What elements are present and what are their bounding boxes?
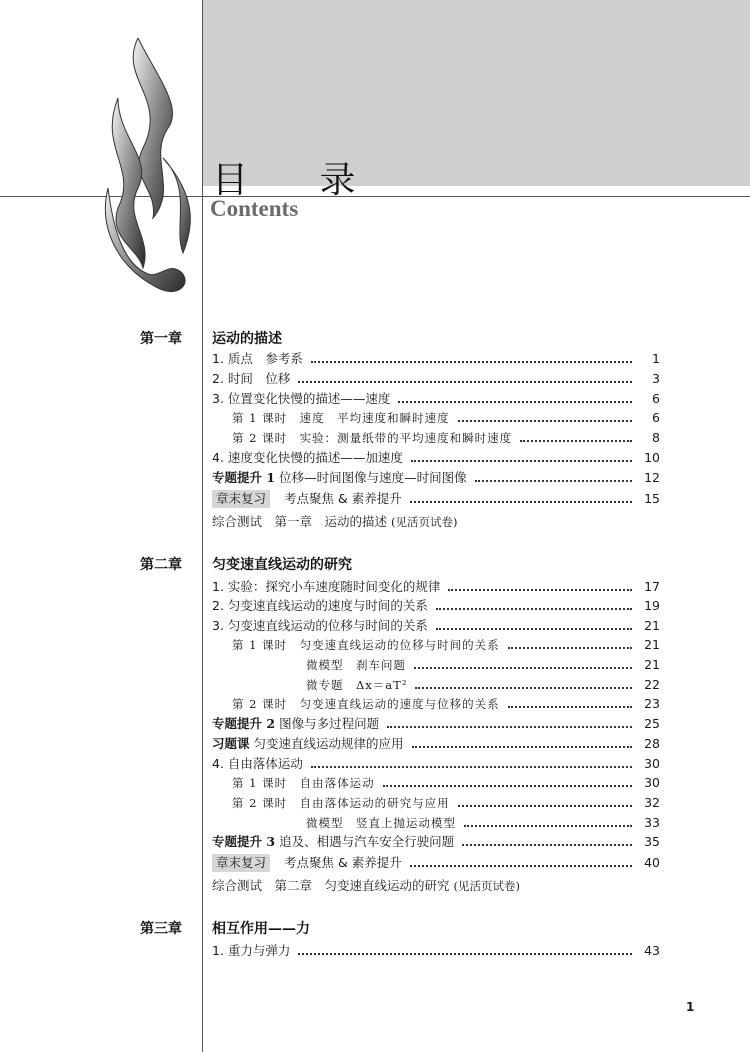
chapter-title: 匀变速直线运动的研究 (212, 557, 352, 573)
toc-entry[interactable]: 1. 质点 参考系 1 (212, 351, 660, 366)
toc-subentry[interactable]: 第 1 课时 自由落体运动 30 (232, 775, 660, 790)
toc-subentry[interactable]: 第 2 课时 实验：测量纸带的平均速度和瞬时速度 8 (232, 430, 660, 445)
review-badge: 章末复习 (212, 490, 270, 508)
toc-entry[interactable]: 综合测试 第二章 匀变速直线运动的研究 (见活页试卷) (212, 878, 520, 893)
page-title: 目 录 (212, 160, 386, 201)
chapter-title: 相互作用——力 (212, 921, 310, 937)
toc-subentry[interactable]: 微模型 竖直上抛运动模型 33 (306, 815, 660, 830)
page-number: 1 (686, 1000, 695, 1014)
toc-entry[interactable]: 章末复习 考点聚焦 & 素养提升 40 (212, 854, 660, 872)
toc-subentry[interactable]: 第 2 课时 匀变速直线运动的速度与位移的关系 23 (232, 696, 660, 711)
toc-entry[interactable]: 章末复习 考点聚焦 & 素养提升 15 (212, 490, 660, 508)
toc-entry[interactable]: 专题提升 2 图像与多过程问题 25 (212, 716, 660, 731)
toc-entry[interactable]: 3. 匀变速直线运动的位移与时间的关系 21 (212, 618, 660, 633)
toc-entry[interactable]: 2. 时间 位移 3 (212, 371, 660, 386)
margin-rule (202, 0, 203, 1052)
toc-entry[interactable]: 1. 重力与弹力 43 (212, 943, 660, 958)
flame-decoration-icon (98, 38, 198, 308)
chapter-label: 第一章 (140, 331, 182, 347)
chapter-label: 第三章 (140, 921, 182, 937)
review-badge: 章末复习 (212, 854, 270, 872)
toc-subentry[interactable]: 第 1 课时 匀变速直线运动的位移与时间的关系 21 (232, 637, 660, 652)
toc-subentry[interactable]: 微专题 Δx＝aT² 22 (306, 677, 660, 692)
toc-subentry[interactable]: 第 1 课时 速度 平均速度和瞬时速度 6 (232, 410, 660, 425)
chapter-title: 运动的描述 (212, 331, 282, 347)
toc-entry[interactable]: 综合测试 第一章 运动的描述 (见活页试卷) (212, 514, 458, 529)
toc-entry[interactable]: 2. 匀变速直线运动的速度与时间的关系 19 (212, 598, 660, 613)
page-subtitle: Contents (210, 196, 299, 221)
toc-entry[interactable]: 专题提升 3 追及、相遇与汽车安全行驶问题 35 (212, 834, 660, 849)
toc-entry[interactable]: 4. 自由落体运动 30 (212, 756, 660, 771)
chapter-label: 第二章 (140, 557, 182, 573)
toc-subentry[interactable]: 第 2 课时 自由落体运动的研究与应用 32 (232, 795, 660, 810)
toc-entry[interactable]: 3. 位置变化快慢的描述——速度 6 (212, 391, 660, 406)
toc-entry[interactable]: 习题课 匀变速直线运动规律的应用 28 (212, 736, 660, 751)
toc-subentry[interactable]: 微模型 刹车问题 21 (306, 657, 660, 672)
toc-entry[interactable]: 4. 速度变化快慢的描述——加速度 10 (212, 450, 660, 465)
toc-entry[interactable]: 1. 实验：探究小车速度随时间变化的规律 17 (212, 579, 660, 594)
toc-entry[interactable]: 专题提升 1 位移—时间图像与速度—时间图像 12 (212, 470, 660, 485)
